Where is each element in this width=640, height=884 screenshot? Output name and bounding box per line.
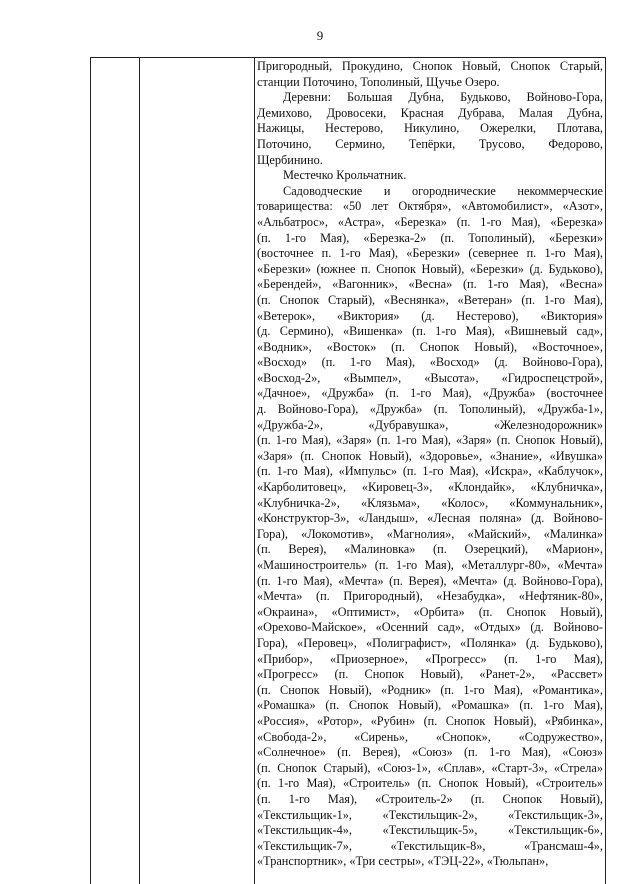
text-line: (п. Снопок Новый), «Родник» (п. 1-го Мая), «Романтика»,	[257, 682, 603, 697]
text-line: Местечко Крольчатник.	[283, 168, 407, 183]
text-line: «Березки» (южнее п. Снопок Новый), «Березки» (д. Будьково),	[257, 261, 603, 276]
column-divider-1	[139, 58, 140, 884]
paragraph	[257, 168, 603, 184]
page-number: 9	[316, 28, 324, 43]
text-line: Нажицы, Нестерово, Никулино, Ожерелки, Плотава,	[257, 121, 603, 136]
text-line: «Прибор», «Приозерное», «Прогресс» (п. 1-го Мая),	[257, 651, 603, 666]
text-line: станции Поточино, Тополиный, Щучье Озеро.	[257, 74, 500, 89]
text-line: «Свобода-2», «Сирень», «Снопок», «Содружество»,	[257, 729, 603, 744]
text-line: Гора), «Перовец», «Полиграфист», «Полянка» (д. Будьково),	[257, 635, 603, 650]
text-line: (восточнее п. 1-го Мая), «Березки» (севернее п. 1-го Мая),	[257, 246, 603, 261]
text-line: «Прогресс» (п. Снопок Новый), «Ранет-2», «Рассвет»	[257, 667, 603, 682]
text-line: «Карболитовец», «Кировец-3», «Клондайк», «Клубничка»,	[257, 480, 603, 495]
text-line: «Текстильщик-7», «Текстильщик-8», «Трансмаш-4»,	[257, 838, 603, 853]
text-line: «Водник», «Восток» (п. Снопок Новый), «Восточное»,	[257, 339, 603, 354]
text-line: Садоводческие и огороднические некоммерческие	[283, 183, 603, 198]
text-line: (п. 1-го Мая), «Мечта» (п. Верея), «Мечта» (д. Войново-Гора),	[257, 573, 603, 588]
text-line: «Окраина», «Оптимист», «Орбита» (п. Снопок Новый),	[257, 604, 603, 619]
text-line: «Дачное», «Дружба» (п. 1-го Мая), «Дружба» (восточнее	[257, 386, 603, 401]
text-line: «Ветерок», «Виктория» (д. Нестерово), «Виктория»	[257, 308, 603, 323]
paragraph	[257, 59, 603, 90]
text-line: «Восход-2», «Вымпел», «Высота», «Гидроспецстрой»,	[257, 370, 603, 385]
text-line: Пригородный, Прокудино, Снопок Новый, Снопок Старый,	[257, 59, 603, 73]
text-line: «Орехово-Майское», «Осенний сад», «Отдых» (д. Войново-	[257, 620, 603, 635]
text-line: (п. 1-го Мая), «Березка-2» (п. Тополиный), «Березки»	[257, 230, 603, 245]
text-line: товарищества: «50 лет Октября», «Автомобилист», «Азот»,	[257, 199, 603, 214]
text-line: (п. 1-го Мая), «Строитель-2» (п. Снопок Новый),	[257, 791, 603, 806]
text-line: «Россия», «Ротор», «Рубин» (п. Снопок Новый), «Рябинка»,	[257, 713, 603, 728]
text-line: Деревни: Большая Дубна, Будьково, Войново-Гора,	[283, 90, 603, 105]
text-line: «Дружба-2», «Дубравушка», «Железнодорожник»	[257, 417, 603, 432]
text-line: «Текстильщик-1», «Текстильщик-2», «Текстильщик-3»,	[257, 807, 603, 822]
text-line: (п. Снопок Старый), «Союз-1», «Сплав», «Старт-3», «Стрела»	[257, 760, 603, 775]
text-line: «Заря» (п. Снопок Новый), «Здоровье», «Знание», «Ивушка»	[257, 448, 603, 463]
text-line: «Текстильщик-4», «Текстильщик-5», «Текстильщик-6»,	[257, 823, 603, 838]
text-line: «Клубничка-2», «Клязьма», «Колос», «Коммунальник»,	[257, 495, 603, 510]
text-line: Поточино, Сермино, Тепёрки, Трусово, Федорово,	[257, 136, 603, 151]
text-line: (п. Верея), «Малиновка» (п. Озерецкий), «Марион»,	[257, 542, 603, 557]
text-line: (п. 1-го Мая), «Импульс» (п. 1-го Мая), «Искра», «Каблучок»,	[257, 464, 603, 479]
text-line: «Восход» (п. 1-го Мая), «Восход» (д. Войново-Гора),	[257, 355, 603, 370]
text-line: «Альбатрос», «Астра», «Березка» (п. 1-го Мая), «Березка»	[257, 214, 603, 229]
paragraph	[257, 184, 603, 870]
text-line: Гора), «Локомотив», «Магнолия», «Майский», «Малинка»	[257, 526, 603, 541]
text-line: (п. 1-го Мая), «Заря» (п. 1-го Мая), «Заря» (п. Снопок Новый),	[257, 433, 603, 448]
text-line: «Транспортник», «Три сестры», «ТЭЦ-22», «Тюльпан»,	[257, 854, 549, 869]
content-column	[257, 59, 603, 870]
text-line: «Машиностроитель» (п. 1-го Мая), «Металлург-80», «Мечта»	[257, 558, 603, 572]
text-line: Щербинино.	[257, 152, 323, 167]
column-divider-2	[254, 58, 255, 884]
text-line: д. Войново-Гора), «Дружба» (п. Тополиный), «Дружба-1»,	[257, 402, 603, 417]
text-line: «Ромашка» (п. Снопок Новый), «Ромашка» (п. 1-го Мая),	[257, 698, 603, 713]
text-line: «Солнечное» (п. Верея), «Союз» (п. 1-го Мая), «Союз»	[257, 745, 603, 760]
text-line: «Мечта» (п. Пригородный), «Незабудка», «Нефтяник-80»,	[257, 589, 603, 604]
text-line: (п. 1-го Мая), «Строитель» (п. Снопок Новый), «Строитель»	[257, 776, 603, 791]
text-line: (п. Снопок Старый), «Веснянка», «Ветеран» (п. 1-го Мая),	[257, 292, 603, 307]
text-line: Демихово, Дровосеки, Красная Дубрава, Малая Дубна,	[257, 105, 603, 120]
text-line: «Берендей», «Вагонник», «Весна» (п. 1-го Мая), «Весна»	[257, 277, 603, 292]
paragraph	[257, 90, 603, 168]
text-line: (д. Сермино), «Вишенка» (п. 1-го Мая), «Вишневый сад»,	[257, 324, 603, 339]
document-table	[90, 57, 606, 884]
text-line: «Конструктор-3», «Ландыш», «Лесная поляна» (д. Войново-	[257, 511, 603, 526]
